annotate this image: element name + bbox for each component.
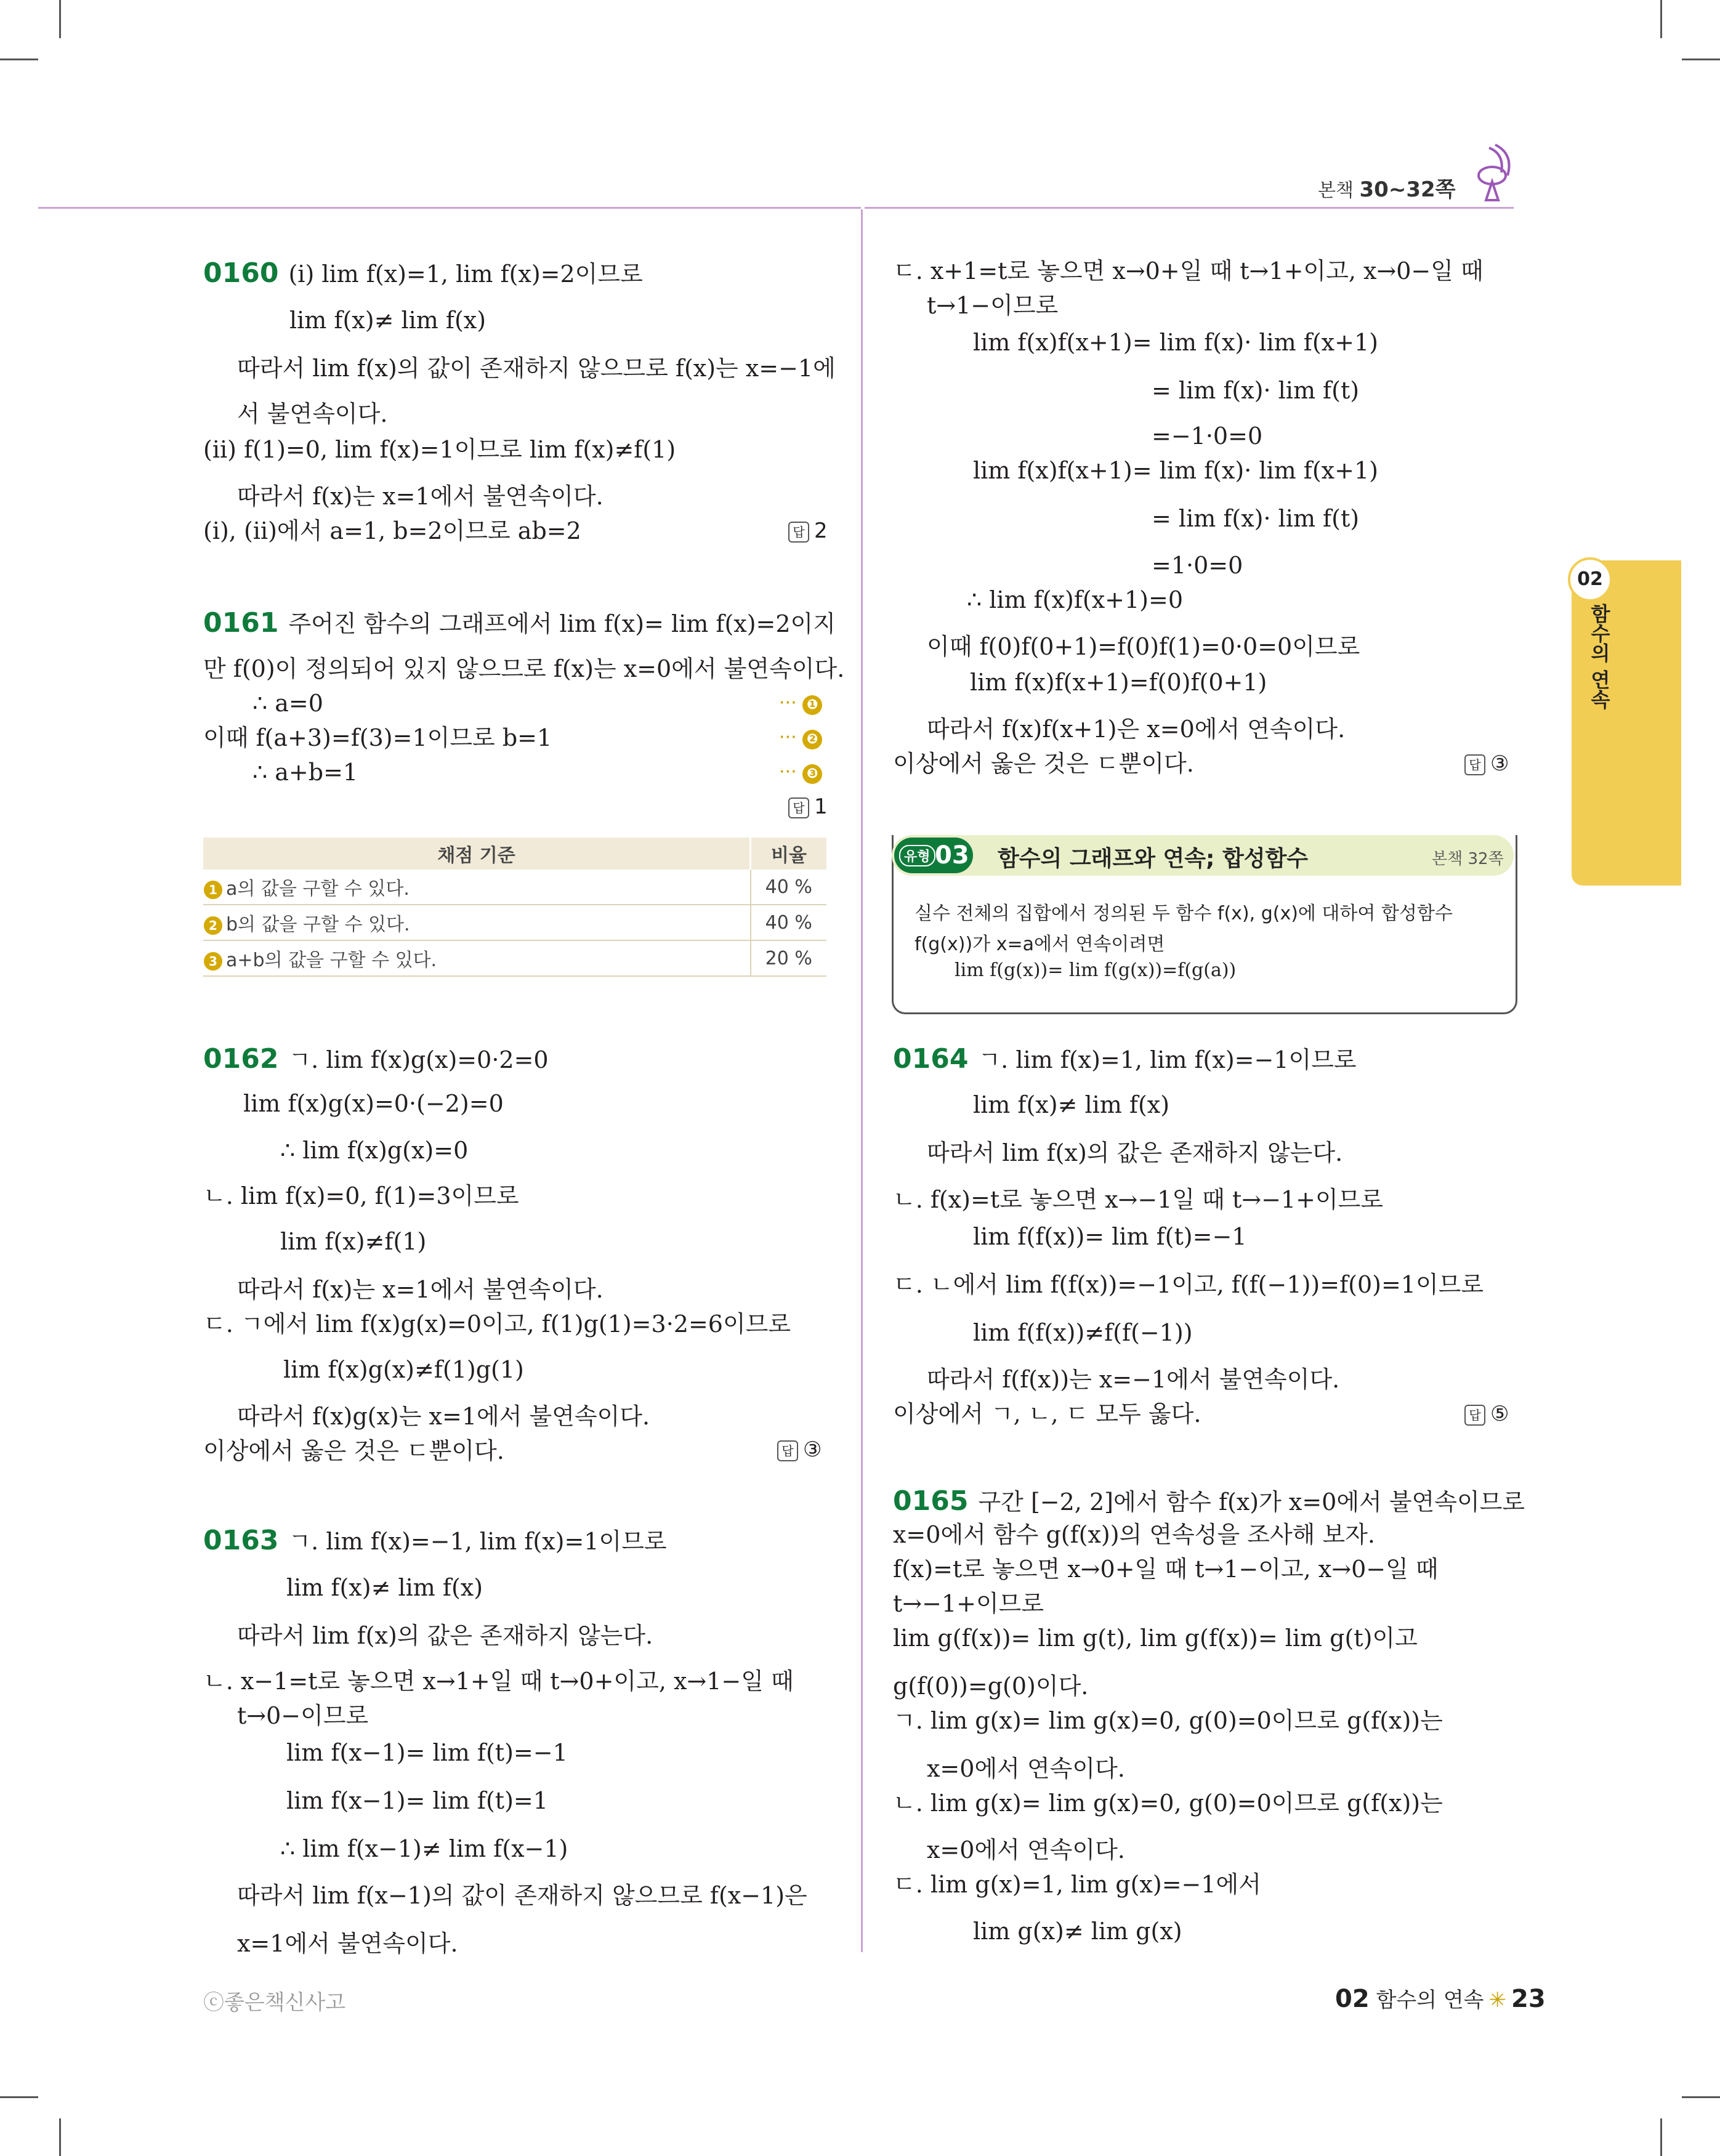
criteria-text: a+b의 값을 구할 수 있다. bbox=[226, 950, 437, 971]
type-title: 함수의 그래프와 연속; 합성함수 bbox=[998, 846, 1309, 871]
solution-text: x=0에서 연속이다. bbox=[927, 1755, 1125, 1782]
solution-text: = lim f(x)· lim f(t) bbox=[1152, 505, 1360, 532]
answer-icon: 답 bbox=[1464, 1405, 1485, 1426]
answer bbox=[1464, 1402, 1509, 1426]
solution-text: lim f(x)f(x+1)= lim f(x)· lim f(x+1) bbox=[973, 329, 1378, 356]
solution-text: 따라서 f(f(x))는 x=−1에서 불연속이다. bbox=[927, 1366, 1340, 1393]
solution-text: lim f(x)≠ lim f(x) bbox=[973, 1091, 1170, 1118]
answer-icon: 답 bbox=[1464, 754, 1485, 775]
solution-text: ㄴ. x−1=t로 놓으면 x→1+일 때 t→0+이고, x→1−일 때 bbox=[203, 1668, 794, 1695]
solution-text: 따라서 lim f(x)의 값은 존재하지 않는다. bbox=[237, 1622, 653, 1649]
crop-mark bbox=[1682, 59, 1720, 60]
problem-number: 0161 bbox=[203, 607, 279, 639]
page-footer bbox=[1335, 1983, 1546, 2013]
solution-text: =−1·0=0 bbox=[1152, 422, 1263, 450]
solution-text: (ⅰ), (ⅱ)에서 a=1, b=2이므로 ab=2 bbox=[203, 517, 581, 544]
crop-mark bbox=[0, 2096, 38, 2098]
step-marker-3: ··· ❸ bbox=[779, 761, 822, 784]
type-body-text: 실수 전체의 집합에서 정의된 두 함수 f(x), g(x)에 대하여 합성함수 bbox=[915, 903, 1453, 924]
grading-table bbox=[203, 838, 826, 977]
solution-text: lim g(x)≠ lim g(x) bbox=[973, 1918, 1182, 1945]
type-body-text: f(g(x))가 x=a에서 연속이려면 bbox=[915, 934, 1165, 955]
answer-value: ③ bbox=[1490, 751, 1509, 776]
grading-header-ratio: 비율 bbox=[751, 838, 827, 870]
solution-text: lim f(f(x))= lim f(t)=−1 bbox=[973, 1223, 1247, 1250]
crop-mark bbox=[0, 59, 38, 60]
problem-number: 0162 bbox=[203, 1043, 279, 1075]
table-row bbox=[203, 940, 826, 976]
solution-text: x=0에서 연속이다. bbox=[927, 1836, 1125, 1863]
satellite-icon bbox=[1477, 142, 1520, 203]
type-page-ref: 본책 32쪽 bbox=[1432, 850, 1504, 868]
criteria-ratio: 20 % bbox=[751, 940, 827, 976]
type-body-formula: lim f(g(x))= lim f(g(x))=f(g(a)) bbox=[955, 959, 1237, 981]
solution-text: 따라서 lim f(x)의 값은 존재하지 않는다. bbox=[927, 1139, 1343, 1166]
solution-text: lim f(x)f(x+1)= lim f(x)· lim f(x+1) bbox=[973, 457, 1378, 484]
problem-0165-line bbox=[893, 1485, 1525, 1518]
chapter-tab-title: 함수의 연속 bbox=[1588, 604, 1611, 709]
solution-text: 따라서 f(x)g(x)는 x=1에서 불연속이다. bbox=[237, 1403, 650, 1430]
type-tag: 유형 bbox=[899, 845, 935, 866]
solution-text: ㄱ. lim g(x)= lim g(x)=0, g(0)=0이므로 g(f(x))는 bbox=[893, 1707, 1443, 1734]
answer bbox=[777, 1437, 822, 1462]
crop-mark bbox=[1660, 0, 1662, 38]
criteria-ratio: 40 % bbox=[751, 905, 827, 940]
grading-header-criteria: 채점 기준 bbox=[203, 838, 751, 870]
answer bbox=[788, 519, 828, 543]
solution-text: ∴ lim f(x)g(x)=0 bbox=[280, 1137, 469, 1164]
solution-text: ㄴ. lim f(x)=0, f(1)=3이므로 bbox=[203, 1182, 519, 1209]
crop-mark bbox=[1682, 2096, 1720, 2098]
solution-text: ㄴ. f(x)=t로 놓으면 x→−1일 때 t→−1+이므로 bbox=[893, 1186, 1384, 1213]
chapter-tab-number: 02 bbox=[1568, 557, 1612, 602]
solution-text: 이상에서 옳은 것은 ㄷ뿐이다. bbox=[893, 750, 1194, 777]
problem-0163-line bbox=[203, 1525, 667, 1557]
solution-text: lim f(x)≠ lim f(x) bbox=[289, 307, 487, 334]
solution-text: 만 f(0)이 정의되어 있지 않으므로 f(x)는 x=0에서 불연속이다. bbox=[203, 655, 845, 682]
solution-text: ∴ lim f(x−1)≠ lim f(x−1) bbox=[280, 1835, 568, 1862]
solution-text: lim f(x)g(x)=0·(−2)=0 bbox=[243, 1090, 504, 1117]
solution-text: t→−1+이므로 bbox=[893, 1590, 1044, 1617]
problem-number: 0165 bbox=[893, 1485, 969, 1517]
solution-text: ㄱ. lim f(x)=1, lim f(x)=−1이므로 bbox=[978, 1046, 1357, 1073]
solution-text: 이때 f(0)f(0+1)=f(0)f(1)=0·0=0이므로 bbox=[927, 633, 1360, 660]
answer-value: ⑤ bbox=[1490, 1402, 1509, 1426]
page-reference: 본책 30~32쪽 bbox=[1318, 177, 1456, 202]
solution-text: ∴ a=0 bbox=[252, 690, 323, 717]
step-marker-2: ··· ❷ bbox=[779, 727, 822, 749]
solution-text: ㄱ. lim f(x)g(x)=0·2=0 bbox=[288, 1046, 549, 1073]
solution-text: (ⅱ) f(1)=0, lim f(x)=1이므로 lim f(x)≠f(1) bbox=[203, 436, 676, 463]
solution-text: lim f(x)g(x)≠f(1)g(1) bbox=[283, 1356, 524, 1383]
solution-text: lim f(x−1)= lim f(t)=−1 bbox=[286, 1739, 568, 1766]
solution-text: lim f(x)≠ lim f(x) bbox=[286, 1574, 483, 1601]
solution-text: 따라서 lim f(x−1)의 값이 존재하지 않으므로 f(x−1)은 bbox=[237, 1882, 807, 1909]
solution-text: t→1−이므로 bbox=[927, 292, 1059, 319]
type-number: 03 bbox=[935, 841, 969, 870]
solution-text: =1·0=0 bbox=[1152, 552, 1243, 579]
answer-icon: 답 bbox=[777, 1440, 798, 1461]
criteria-text: b의 값을 구할 수 있다. bbox=[226, 914, 410, 935]
problem-number: 0163 bbox=[203, 1525, 279, 1556]
publisher-credit: ⓒ좋은책신사고 bbox=[203, 1990, 346, 2015]
criteria-number: 2 bbox=[204, 916, 222, 935]
problem-0162-line bbox=[203, 1043, 549, 1076]
solution-text: ㄱ. lim f(x)=−1, lim f(x)=1이므로 bbox=[288, 1528, 667, 1555]
criteria-ratio: 40 % bbox=[751, 870, 827, 905]
problem-0160-line bbox=[203, 257, 643, 290]
solution-text: t→0−이므로 bbox=[237, 1702, 369, 1729]
solution-text: 따라서 f(x)는 x=1에서 불연속이다. bbox=[237, 1276, 604, 1303]
solution-text: ㄷ. ㄴ에서 lim f(f(x))=−1이고, f(f(−1))=f(0)=1이므로 bbox=[893, 1271, 1484, 1298]
solution-text: x=0에서 함수 g(f(x))의 연속성을 조사해 보자. bbox=[893, 1521, 1375, 1548]
solution-text: 이상에서 옳은 것은 ㄷ뿐이다. bbox=[203, 1437, 504, 1464]
solution-text: lim f(x)≠f(1) bbox=[280, 1228, 427, 1255]
header-rule bbox=[865, 207, 1514, 209]
solution-text: 따라서 f(x)f(x+1)은 x=0에서 연속이다. bbox=[927, 716, 1346, 743]
solution-text: 따라서 f(x)는 x=1에서 불연속이다. bbox=[237, 483, 604, 510]
table-row bbox=[203, 870, 826, 905]
table-row bbox=[203, 905, 826, 940]
answer bbox=[788, 794, 828, 819]
solution-text: ㄷ. x+1=t로 놓으면 x→0+일 때 t→1+이고, x→0−일 때 bbox=[893, 257, 1484, 285]
answer-icon: 답 bbox=[788, 522, 809, 543]
chapter-title: 함수의 연속 bbox=[1376, 1988, 1484, 2013]
criteria-number: 3 bbox=[204, 952, 222, 971]
problem-number: 0160 bbox=[203, 257, 279, 289]
solution-text: f(x)=t로 놓으면 x→0+일 때 t→1−이고, x→0−일 때 bbox=[893, 1556, 1439, 1583]
step-marker-1: ··· ❶ bbox=[779, 692, 822, 715]
problem-0161-line bbox=[203, 607, 836, 640]
solution-text: (ⅰ) lim f(x)=1, lim f(x)=2이므로 bbox=[288, 260, 643, 288]
star-icon: ✳ bbox=[1488, 1988, 1507, 2013]
criteria-number: 1 bbox=[204, 881, 222, 899]
answer-value: 2 bbox=[814, 519, 828, 543]
solution-text: 서 불연속이다. bbox=[237, 400, 388, 427]
problem-0164-line bbox=[893, 1043, 1357, 1076]
column-divider bbox=[861, 209, 863, 1952]
solution-text: ㄴ. lim g(x)= lim g(x)=0, g(0)=0이므로 g(f(x))는 bbox=[893, 1790, 1443, 1817]
solution-text: 이때 f(a+3)=f(3)=1이므로 b=1 bbox=[203, 724, 552, 751]
crop-mark bbox=[59, 2118, 61, 2156]
solution-text: 이상에서 ㄱ, ㄴ, ㄷ 모두 옳다. bbox=[893, 1400, 1201, 1427]
solution-text: 따라서 lim f(x)의 값이 존재하지 않으므로 f(x)는 x=−1에 bbox=[237, 355, 836, 382]
header-rule bbox=[38, 207, 861, 209]
solution-text: = lim f(x)· lim f(t) bbox=[1152, 377, 1360, 404]
solution-text: lim f(x−1)= lim f(t)=1 bbox=[286, 1787, 548, 1814]
answer-value: ③ bbox=[803, 1437, 822, 1462]
chapter-number: 02 bbox=[1335, 1985, 1370, 2013]
solution-text: lim f(x)f(x+1)=f(0)f(0+1) bbox=[970, 669, 1267, 696]
type-badge bbox=[894, 838, 973, 873]
crop-mark bbox=[59, 0, 61, 38]
solution-text: g(f(0))=g(0)이다. bbox=[893, 1673, 1089, 1700]
solution-text: x=1에서 불연속이다. bbox=[237, 1930, 458, 1957]
problem-number: 0164 bbox=[893, 1043, 969, 1075]
solution-text: 구간 [−2, 2]에서 함수 f(x)가 x=0에서 불연속이므로 bbox=[978, 1488, 1525, 1516]
crop-mark bbox=[1660, 2118, 1662, 2156]
solution-text: lim g(f(x))= lim g(t), lim g(f(x))= lim g(t)이고 bbox=[893, 1625, 1418, 1652]
solution-text: ㄷ. lim g(x)=1, lim g(x)=−1에서 bbox=[893, 1871, 1261, 1898]
solution-text: ㄷ. ㄱ에서 lim f(x)g(x)=0이고, f(1)g(1)=3·2=6이므로 bbox=[203, 1310, 791, 1338]
answer-icon: 답 bbox=[788, 797, 809, 818]
solution-text: ∴ lim f(x)f(x+1)=0 bbox=[967, 586, 1183, 613]
criteria-text: a의 값을 구할 수 있다. bbox=[226, 878, 410, 900]
solution-text: ∴ a+b=1 bbox=[252, 759, 358, 786]
solution-text: lim f(f(x))≠f(f(−1)) bbox=[973, 1319, 1193, 1346]
solution-text: 주어진 함수의 그래프에서 lim f(x)= lim f(x)=2이지 bbox=[288, 610, 836, 637]
answer-value: 1 bbox=[814, 794, 828, 819]
answer bbox=[1464, 751, 1509, 776]
page-number: 23 bbox=[1511, 1985, 1546, 2013]
